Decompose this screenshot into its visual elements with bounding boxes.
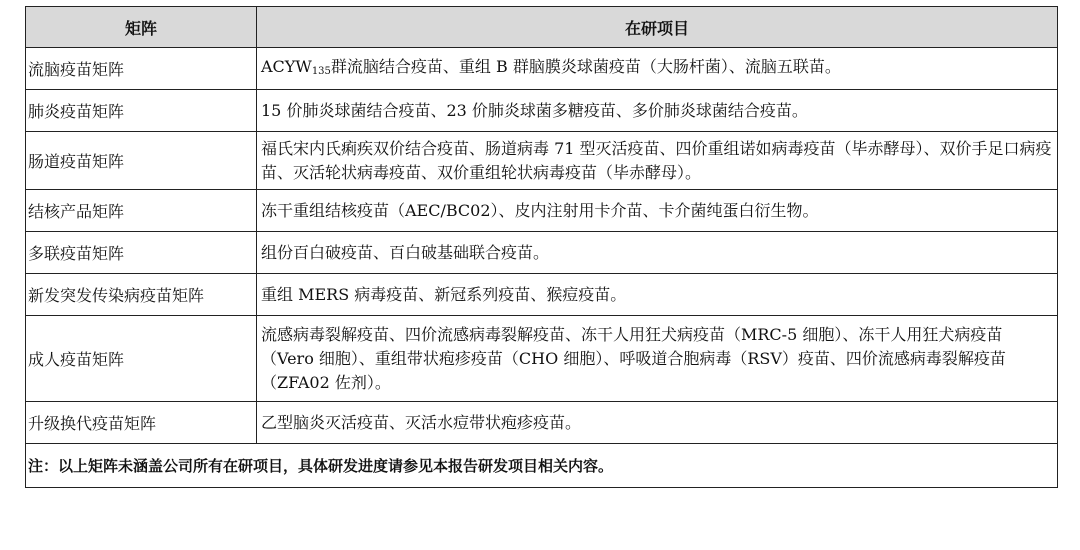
table-row (26, 274, 1058, 316)
matrix-cell: 新发突发传染病疫苗矩阵 (26, 274, 257, 316)
projects-prefix: ACYW (261, 57, 312, 76)
table-note-row (26, 444, 1058, 488)
matrix-cell: 肠道疫苗矩阵 (26, 132, 257, 190)
projects-cell: 15 价肺炎球菌结合疫苗、23 价肺炎球菌多糖疫苗、多价肺炎球菌结合疫苗。 (257, 90, 1058, 132)
header-projects: 在研项目 (257, 7, 1058, 48)
table-row (26, 190, 1058, 232)
projects-text: 群流脑结合疫苗、重组 B 群脑膜炎球菌疫苗（大肠杆菌）、流脑五联苗。 (330, 57, 841, 76)
vaccine-matrix-table (25, 6, 1058, 488)
projects-cell (257, 48, 1058, 90)
table-row (26, 402, 1058, 444)
matrix-cell: 升级换代疫苗矩阵 (26, 402, 257, 444)
projects-subscript: 135 (311, 66, 331, 77)
matrix-cell: 结核产品矩阵 (26, 190, 257, 232)
header-matrix: 矩阵 (26, 7, 257, 48)
projects-cell: 福氏宋内氏痢疾双价结合疫苗、肠道病毒 71 型灭活疫苗、四价重组诺如病毒疫苗（毕赤酵母）、双价手足口病疫苗、灭活轮状病毒疫苗、双价重组轮状病毒疫苗（毕赤酵母）。 (257, 132, 1058, 190)
table-row (26, 132, 1058, 190)
projects-cell: 冻干重组结核疫苗（AEC/BC02）、皮内注射用卡介苗、卡介菌纯蛋白衍生物。 (257, 190, 1058, 232)
table-row (26, 90, 1058, 132)
matrix-cell: 多联疫苗矩阵 (26, 232, 257, 274)
table-header-row (26, 7, 1058, 48)
projects-cell: 组份百白破疫苗、百白破基础联合疫苗。 (257, 232, 1058, 274)
projects-cell: 流感病毒裂解疫苗、四价流感病毒裂解疫苗、冻干人用狂犬病疫苗（MRC-5 细胞）、冻干人用狂犬病疫苗（Vero 细胞）、重组带状疱疹疫苗（CHO 细胞）、呼吸道合胞病毒（RSV）疫苗、四价流感病毒裂解疫苗（ZFA02 佐剂）。 (257, 316, 1058, 402)
table-note: 注：以上矩阵未涵盖公司所有在研项目，具体研发进度请参见本报告研发项目相关内容。 (26, 444, 1058, 488)
projects-cell: 重组 MERS 病毒疫苗、新冠系列疫苗、猴痘疫苗。 (257, 274, 1058, 316)
table-row (26, 316, 1058, 402)
matrix-cell: 流脑疫苗矩阵 (26, 48, 257, 90)
projects-cell: 乙型脑炎灭活疫苗、灭活水痘带状疱疹疫苗。 (257, 402, 1058, 444)
matrix-cell: 成人疫苗矩阵 (26, 316, 257, 402)
matrix-cell: 肺炎疫苗矩阵 (26, 90, 257, 132)
table-row (26, 232, 1058, 274)
table-row (26, 48, 1058, 90)
